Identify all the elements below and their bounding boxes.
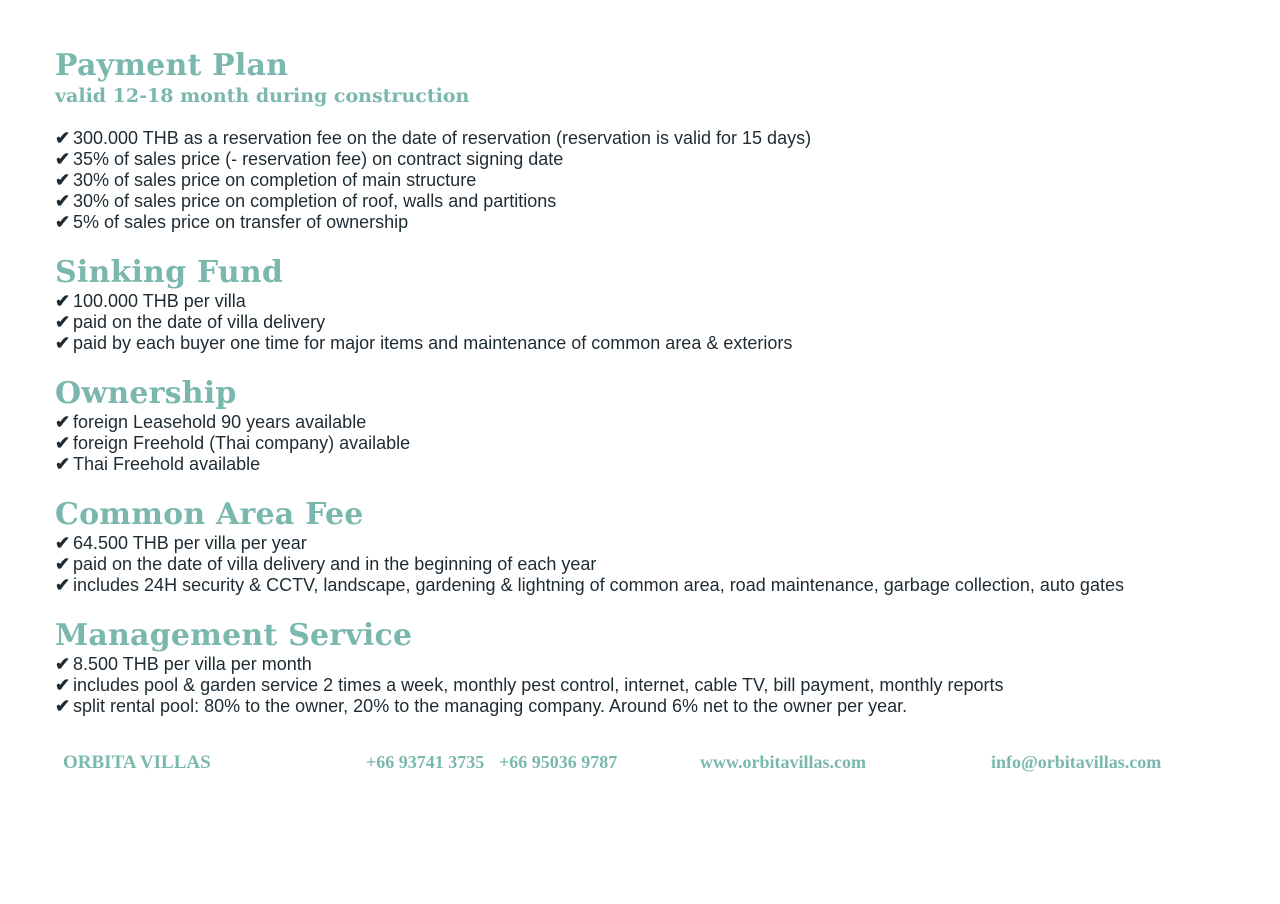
list-item-text: 30% of sales price on completion of roof, walls and partitions xyxy=(73,191,557,211)
check-icon: ✔ xyxy=(55,654,71,674)
payment-plan-list xyxy=(55,128,1235,233)
list-item-text: paid by each buyer one time for major items and maintenance of common area & exteriors xyxy=(73,333,793,353)
common-area-fee-list xyxy=(55,533,1235,596)
list-item xyxy=(55,533,1235,554)
common-area-fee-heading: Common Area Fee xyxy=(55,497,364,532)
list-item xyxy=(55,454,1235,475)
check-icon: ✔ xyxy=(55,333,71,353)
list-item xyxy=(55,654,1235,675)
payment-plan-subheading: valid 12-18 month during construction xyxy=(55,85,470,107)
list-item xyxy=(55,433,1235,454)
list-item xyxy=(55,191,1235,212)
list-item xyxy=(55,149,1235,170)
sinking-fund-heading: Sinking Fund xyxy=(55,255,284,290)
list-item-text: foreign Freehold (Thai company) available xyxy=(73,433,411,453)
check-icon: ✔ xyxy=(55,128,71,148)
footer-website-link[interactable]: www.orbitavillas.com xyxy=(700,752,866,772)
check-icon: ✔ xyxy=(55,433,71,453)
check-icon: ✔ xyxy=(55,454,71,474)
list-item-text: split rental pool: 80% to the owner, 20% to the managing company. Around 6% net to the owner per year. xyxy=(73,696,908,716)
footer-phone-2[interactable]: +66 95036 9787 xyxy=(499,752,618,772)
check-icon: ✔ xyxy=(55,191,71,211)
payment-plan-section xyxy=(55,48,1235,233)
ownership-heading: Ownership xyxy=(55,376,237,411)
list-item xyxy=(55,575,1235,596)
list-item xyxy=(55,212,1235,233)
sinking-fund-list xyxy=(55,291,1235,354)
payment-plan-heading: Payment Plan xyxy=(55,48,289,83)
list-item-text: Thai Freehold available xyxy=(73,454,261,474)
list-item xyxy=(55,128,1235,149)
list-item xyxy=(55,696,1235,717)
list-item-text: 30% of sales price on completion of main structure xyxy=(73,170,477,190)
list-item-text: includes pool & garden service 2 times a week, monthly pest control, internet, cable TV, bill payment, monthly reports xyxy=(73,675,1004,695)
check-icon: ✔ xyxy=(55,170,71,190)
check-icon: ✔ xyxy=(55,696,71,716)
sinking-fund-section xyxy=(55,255,1235,354)
ownership-section xyxy=(55,376,1235,475)
list-item xyxy=(55,675,1235,696)
list-item-text: 100.000 THB per villa xyxy=(73,291,246,311)
list-item xyxy=(55,170,1235,191)
check-icon: ✔ xyxy=(55,291,71,311)
document-page xyxy=(55,48,1235,739)
list-item xyxy=(55,412,1235,433)
list-item-text: 35% of sales price (- reservation fee) on contract signing date xyxy=(73,149,564,169)
list-item xyxy=(55,333,1235,354)
list-item-text: paid on the date of villa delivery xyxy=(73,312,326,332)
list-item-text: 300.000 THB as a reservation fee on the date of reservation (reservation is valid for 15 days) xyxy=(73,128,812,148)
management-service-heading: Management Service xyxy=(55,618,413,653)
list-item-text: foreign Leasehold 90 years available xyxy=(73,412,367,432)
footer-email-link[interactable]: info@orbitavillas.com xyxy=(991,752,1162,772)
check-icon: ✔ xyxy=(55,312,71,332)
check-icon: ✔ xyxy=(55,412,71,432)
check-icon: ✔ xyxy=(55,675,71,695)
check-icon: ✔ xyxy=(55,212,71,232)
footer-phone-1[interactable]: +66 93741 3735 xyxy=(366,752,485,772)
check-icon: ✔ xyxy=(55,533,71,553)
list-item-text: 8.500 THB per villa per month xyxy=(73,654,312,674)
footer xyxy=(0,752,1280,778)
list-item-text: 5% of sales price on transfer of ownership xyxy=(73,212,409,232)
list-item xyxy=(55,554,1235,575)
ownership-list xyxy=(55,412,1235,475)
check-icon: ✔ xyxy=(55,149,71,169)
check-icon: ✔ xyxy=(55,554,71,574)
list-item xyxy=(55,312,1235,333)
list-item-text: includes 24H security & CCTV, landscape, gardening & lightning of common area, road maintenance, garbage collection, auto gates xyxy=(73,575,1124,595)
common-area-fee-section xyxy=(55,497,1235,596)
management-service-list xyxy=(55,654,1235,717)
management-service-section xyxy=(55,618,1235,717)
list-item-text: paid on the date of villa delivery and in the beginning of each year xyxy=(73,554,597,574)
list-item-text: 64.500 THB per villa per year xyxy=(73,533,307,553)
check-icon: ✔ xyxy=(55,575,71,595)
footer-brand: ORBITA VILLAS xyxy=(63,752,211,773)
list-item xyxy=(55,291,1235,312)
